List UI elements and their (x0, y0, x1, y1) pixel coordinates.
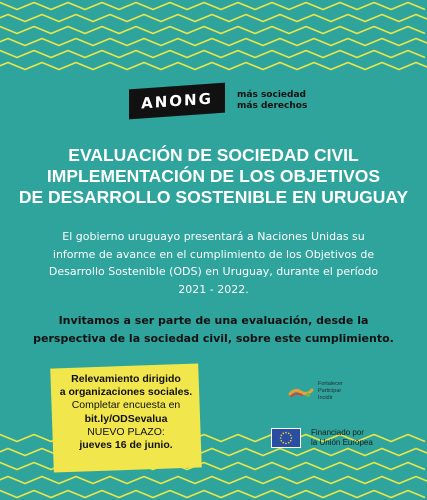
intro-paragraph (30, 228, 397, 298)
title-line-3: DE DESARROLLO SOSTENIBLE EN URUGUAY (18, 187, 409, 207)
zigzag-line (0, 39, 427, 46)
eu-star (281, 440, 283, 442)
callout-line-3: Completar encuesta en (71, 399, 181, 412)
eu-star (281, 434, 283, 436)
handshake-icon (288, 384, 314, 400)
eu-star (291, 437, 293, 439)
title-line-2: IMPLEMENTACIÓN DE LOS OBJETIVOS (46, 166, 381, 186)
partner-name (318, 381, 343, 402)
partner-logo (288, 381, 343, 402)
logo-text: ANONG (141, 89, 213, 113)
zigzag-line (0, 51, 425, 58)
eu-funding (271, 428, 373, 448)
title-line-1: EVALUACIÓN DE SOCIEDAD CIVIL (68, 145, 359, 165)
callout-text (52, 373, 200, 452)
callout-line-1: Relevamiento dirigido (71, 373, 181, 385)
eu-flag-icon (271, 428, 301, 448)
intro-line-3: Desarrollo Sostenible (ODS) en Uruguay, durante el período (48, 265, 379, 278)
zigzag-line (0, 477, 427, 484)
eu-line-1: Financiado por (311, 428, 364, 437)
callout-line-5: NUEVO PLAZO: (87, 425, 165, 438)
survey-link[interactable]: bit.ly/ODSevalua (84, 412, 168, 425)
callout-line-2: a organizaciones sociales. (59, 386, 193, 399)
eu-star (280, 437, 282, 439)
eu-text (311, 428, 373, 448)
eu-star (288, 433, 290, 435)
intro-line-4: 2021 - 2022. (178, 282, 249, 296)
eu-star (282, 442, 284, 444)
eu-star (288, 442, 290, 444)
zigzag-line (0, 63, 427, 70)
partner-line-1: Fortalecer (318, 381, 343, 387)
partner-line-2: Participar (318, 388, 342, 394)
eu-star (285, 432, 287, 434)
deadline-text: jueves 16 de junio. (79, 439, 173, 452)
brand-logo (129, 86, 307, 116)
intro-line-2: informe de avance en el cumplimiento de los Objetivos de (52, 247, 375, 261)
invitation-paragraph (30, 312, 397, 347)
invite-line-1: Invitamos a ser parte de una evaluación, desde la (58, 314, 369, 327)
zigzag-line (0, 3, 425, 10)
intro-line-1: El gobierno uruguayo presentará a Naciones Unidas su (62, 230, 365, 243)
eu-star (282, 433, 284, 435)
zigzag-line (0, 27, 425, 34)
tagline-line-2: más derechos (237, 101, 308, 111)
eu-star (285, 443, 287, 445)
anong-logo (129, 83, 225, 120)
invite-line-2: perspectiva de la sociedad civil, sobre este cumplimiento. (33, 331, 394, 345)
brand-tagline (237, 90, 307, 112)
eu-star (290, 440, 292, 442)
eu-star (290, 434, 292, 436)
zigzag-line (0, 491, 425, 498)
page-title (0, 145, 427, 208)
eu-line-2: la Unión Europea (311, 438, 373, 447)
zigzag-line (0, 15, 427, 22)
partner-line-3: Incidir (318, 395, 333, 401)
tagline-line-1: más sociedad (237, 90, 306, 100)
